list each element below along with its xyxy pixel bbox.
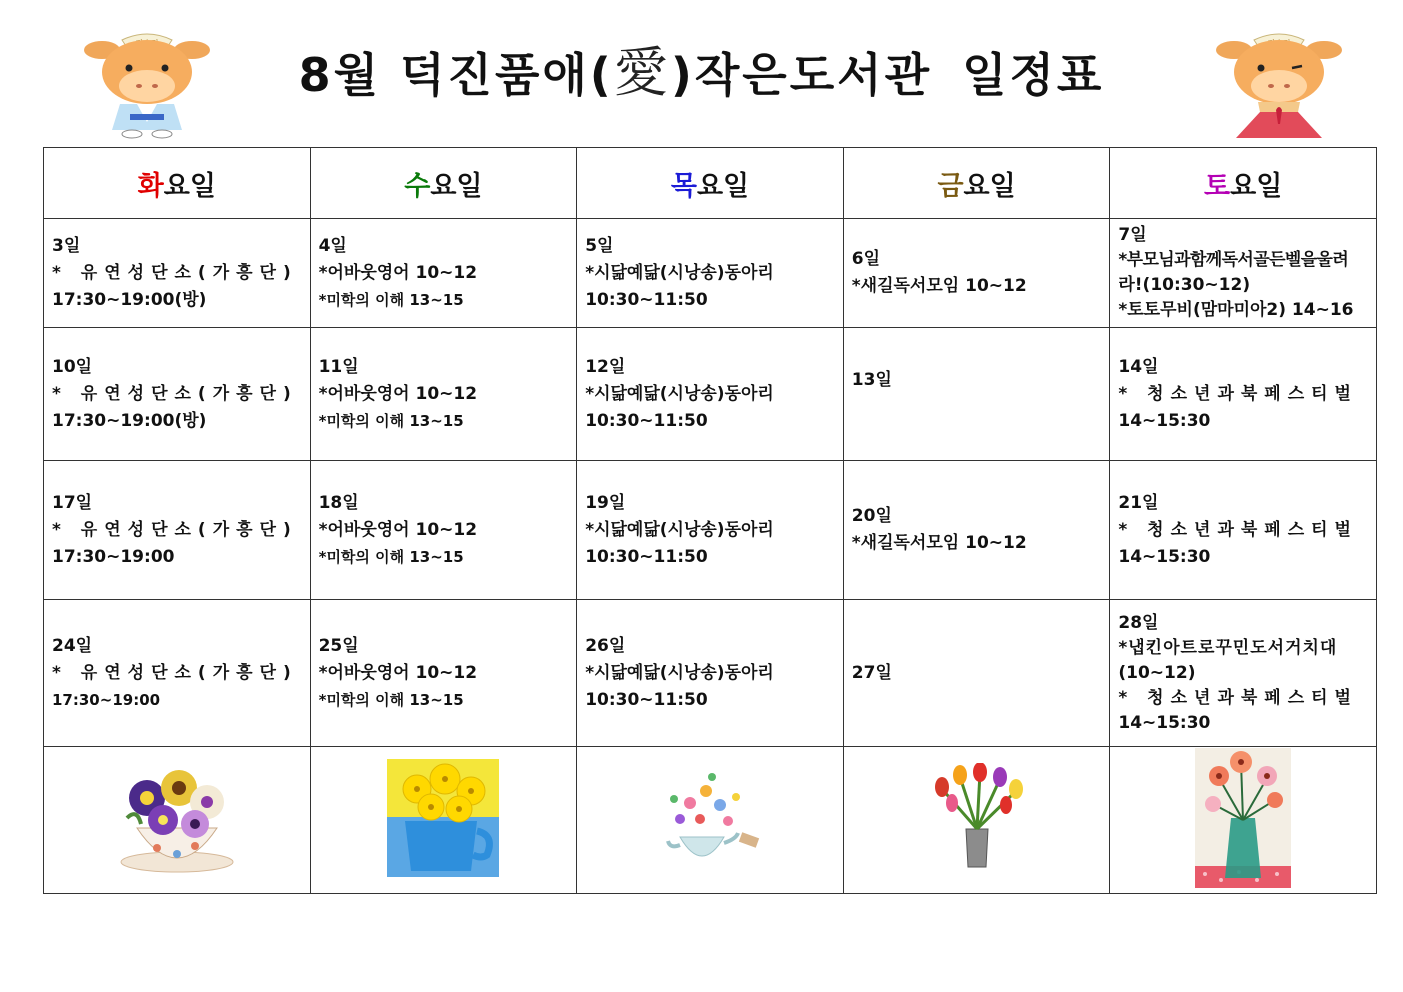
event-text: *부모님과함께독서골든벨을울려 [1118,250,1349,270]
day-number: 11일 [318,356,359,377]
event-time: 10:30~11:50 [585,689,708,710]
header-friday-rest: 요일 [963,170,1016,202]
header-saturday-rest: 요일 [1230,170,1283,202]
event-time: 10:30~11:50 [585,546,708,567]
title-prefix: 8월 덕진품애( [298,48,614,102]
event-text: *어바웃영어 10~12 [318,662,478,683]
day-number: 19일 [585,492,626,513]
event-text: * 청소년과북페스티벌 [1118,687,1358,708]
week-row [44,600,1377,747]
pink-flowers-vase-image [1110,747,1377,894]
day-number: 10일 [52,356,93,377]
header-tuesday [44,148,311,219]
flower-teapot-illustration [650,763,770,873]
title-suffix: )작은도서관 [670,48,933,102]
tulips-vase-image [843,747,1110,894]
event-time: 10:30~11:50 [585,289,708,310]
day-cell [310,461,577,600]
header-friday-first: 금 [937,170,964,202]
cow-mascot-girl [1214,30,1344,140]
header-thursday-first: 목 [670,170,697,202]
event-text: *새길독서모임 10~12 [851,276,1027,296]
day-cell [44,219,311,328]
pink-flowers-vase-illustration [1195,748,1291,888]
event-text: * 유연성단소(가흥단) [52,662,298,683]
header-tuesday-rest: 요일 [163,170,216,202]
title-love-char: 愛 [613,41,671,104]
day-number: 17일 [52,492,93,513]
day-number: 26일 [585,635,626,656]
day-cell [577,328,844,461]
day-number: 27일 [851,662,892,683]
event-time: 17:30~19:00(방) [52,289,207,310]
day-cell [577,600,844,747]
header-friday [843,148,1110,219]
event-text: *새길독서모임 10~12 [851,533,1027,553]
day-number: 25일 [318,635,359,656]
day-cell [310,219,577,328]
event-text: * 유연성단소(가흥단) [52,383,298,404]
day-cell [843,600,1110,747]
week-row [44,219,1377,328]
day-cell [843,461,1110,600]
day-cell [577,461,844,600]
event-time: 17:30~19:00(방) [52,410,207,431]
header-wednesday-first: 수 [404,170,431,202]
event-text: *미학의 이해 13~15 [318,290,464,309]
schedule-table [43,147,1377,894]
event-text: *미학의 이해 13~15 [318,690,464,709]
day-number: 13일 [851,370,892,390]
event-time: 14~15:30 [1118,712,1211,733]
week-row [44,461,1377,600]
weekday-header-row [44,148,1377,219]
event-time: 10:30~11:50 [585,410,708,431]
image-row [44,747,1377,894]
header-tuesday-first: 화 [137,170,164,202]
day-number: 6일 [851,249,881,269]
header-wednesday [310,148,577,219]
day-cell [44,328,311,461]
day-cell [843,328,1110,461]
event-text: *냅킨아트로꾸민도서거치대 [1118,637,1338,658]
pansy-teacup-image [44,747,311,894]
flower-teapot-image [577,747,844,894]
daisy-mug-image [310,747,577,894]
tulips-vase-illustration [922,763,1032,873]
day-cell [1110,328,1377,461]
header-thursday-rest: 요일 [696,170,750,202]
daisy-mug-illustration [387,759,499,877]
day-cell [44,600,311,747]
event-time: 17:30~19:00 [52,690,161,709]
header-saturday-first: 토 [1204,170,1231,202]
event-text: *시닮예닮(시낭송)동아리 [585,519,774,540]
title-tail: 일정표 [962,48,1105,102]
pansy-teacup-illustration [107,758,247,878]
event-text: *시닮예닮(시낭송)동아리 [585,262,774,283]
event-text: * 유연성단소(가흥단) [52,519,298,540]
event-time: 14~15:30 [1118,410,1211,431]
header-wednesday-rest: 요일 [430,170,483,202]
day-cell [1110,219,1377,328]
day-number: 20일 [851,506,892,526]
day-cell [1110,600,1377,747]
event-time: 14~15:30 [1118,546,1211,567]
day-cell [44,461,311,600]
day-cell [1110,461,1377,600]
event-text: *어바웃영어 10~12 [318,262,478,283]
event-time: (10~12) [1118,662,1196,683]
event-text: *어바웃영어 10~12 [318,519,478,540]
event-text: * 청소년과북페스티벌 [1118,383,1358,404]
header-saturday [1110,148,1377,219]
day-cell [310,328,577,461]
event-text: * 청소년과북페스티벌 [1118,519,1358,540]
week-row [44,328,1377,461]
event-time: 17:30~19:00 [52,546,175,567]
day-number: 24일 [52,635,93,656]
event-time: 라!(10:30~12) [1118,275,1251,295]
event-text: *미학의 이해 13~15 [318,547,464,566]
event-text: * 유연성단소(가흥단) [52,262,298,283]
day-cell [577,219,844,328]
day-number: 21일 [1118,492,1159,513]
day-number: 14일 [1118,356,1159,377]
day-number: 18일 [318,492,359,513]
day-number: 7일 [1118,225,1147,245]
day-number: 3일 [52,235,81,256]
event-text: *시닮예닮(시낭송)동아리 [585,662,774,683]
event-text: *어바웃영어 10~12 [318,383,478,404]
event-text: *미학의 이해 13~15 [318,411,464,430]
cow-mascot-boy [82,30,212,140]
event-text: *토토무비(맘마미아2) 14~16 [1118,300,1354,320]
day-number: 12일 [585,356,626,377]
header-thursday [577,148,844,219]
day-cell [843,219,1110,328]
event-text: *시닮예닮(시낭송)동아리 [585,383,774,404]
day-number: 4일 [318,235,347,256]
day-cell [310,600,577,747]
day-number: 28일 [1118,612,1159,633]
day-number: 5일 [585,235,614,256]
